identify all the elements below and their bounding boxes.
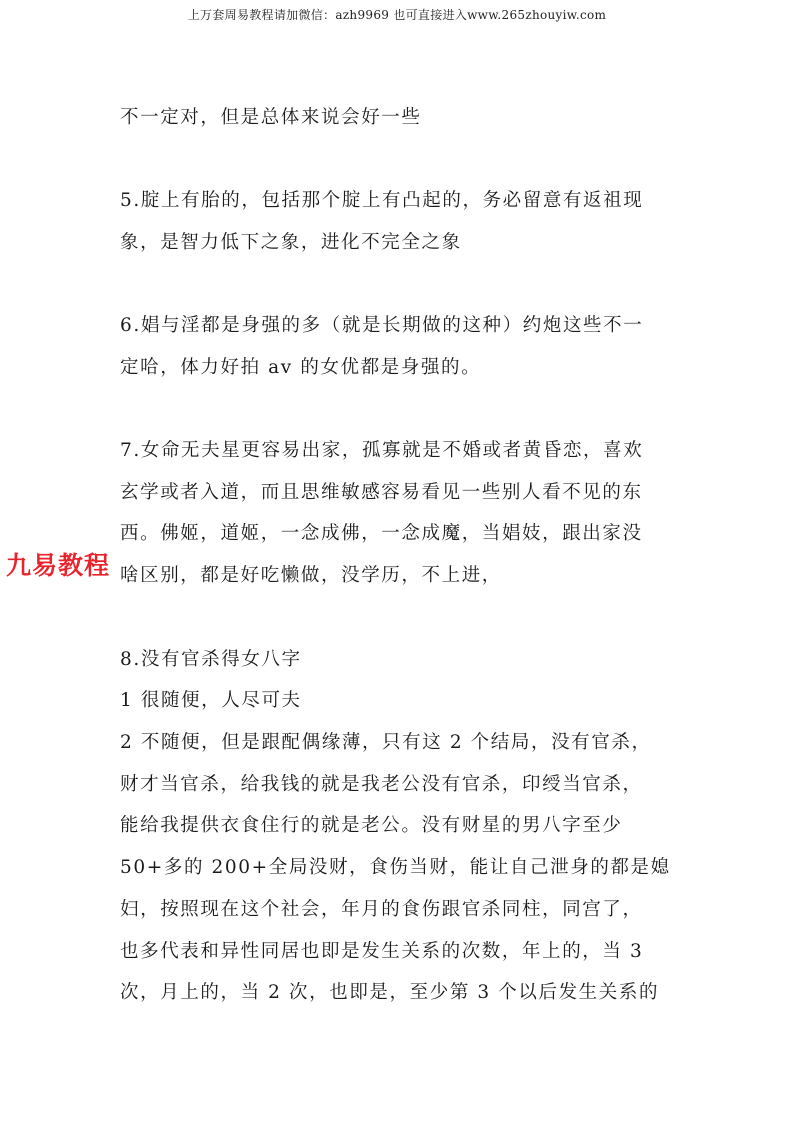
text-line: 妇，按照现在这个社会，年月的食伤跟官杀同柱，同宫了， xyxy=(120,899,643,920)
text-line: 西。佛姬，道姬，一念成佛，一念成魔，当娼妓，跟出家没 xyxy=(120,523,643,544)
text-line: 50+多的 200+全局没财，食伤当财，能让自己泄身的都是媳 xyxy=(120,857,671,878)
page-header: 上万套周易教程请加微信：azh9969 也可直接进入www.265zhouyiw.com xyxy=(187,8,607,22)
text-line: 不一定对，但是总体来说会好一些 xyxy=(120,107,422,128)
watermark-logo: 九易教程 xyxy=(6,551,111,580)
text-line: 也多代表和异性同居也即是发生关系的次数，年上的，当 3 xyxy=(120,941,644,962)
text-line: 次，月上的，当 2 次，也即是，至少第 3 个以后发生关系的 xyxy=(120,982,660,1003)
text-line: 玄学或者入道，而且思维敏感容易看见一些别人看不见的东 xyxy=(120,482,643,503)
text-line: 2 不随便，但是跟配偶缘薄，只有这 2 个结局，没有官杀， xyxy=(120,732,652,753)
text-line: 6.娼与淫都是身强的多（就是长期做的这种）约炮这些不一 xyxy=(120,315,644,336)
text-line: 财才当官杀，给我钱的就是我老公没有官杀，印绶当官杀， xyxy=(120,774,643,795)
text-line: 能给我提供衣食住行的就是老公。没有财星的男八字至少 xyxy=(120,815,623,836)
text-line: 啥区别，都是好吃懒做，没学历，不上进， xyxy=(120,565,502,586)
text-line: 8.没有官杀得女八字 xyxy=(120,649,302,670)
text-line: 7.女命无夫星更容易出家，孤寡就是不婚或者黄昏恋，喜欢 xyxy=(120,440,644,461)
text-line: 5.腚上有胎的，包括那个腚上有凸起的，务必留意有返祖现 xyxy=(120,190,644,211)
text-line: 定哈，体力好拍 av 的女优都是身强的。 xyxy=(120,357,482,378)
text-line: 象，是智力低下之象，进化不完全之象 xyxy=(120,232,462,253)
text-line: 1 很随便，人尽可夫 xyxy=(120,690,302,711)
